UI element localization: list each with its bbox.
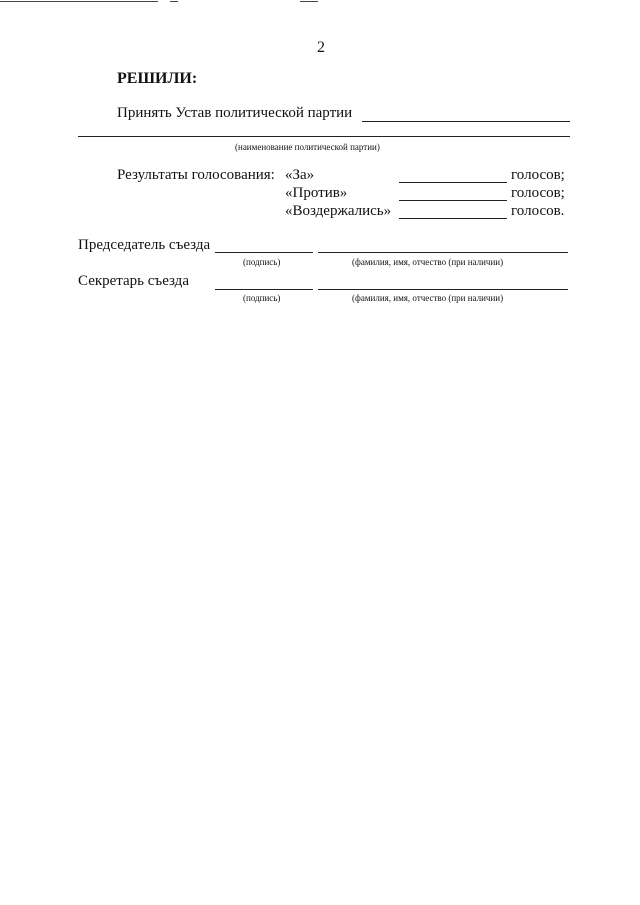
chairman-signature-caption: (подпись) — [243, 257, 281, 267]
vote-option-for: «За» — [285, 167, 315, 183]
voting-label: Результаты голосования: — [117, 167, 275, 183]
decision-heading: РЕШИЛИ: — [117, 70, 198, 87]
adopt-statute-text: Принять Устав политической партии — [117, 105, 353, 121]
vote-suffix-for: голосов; — [511, 167, 565, 183]
vote-count-blank-for — [399, 182, 507, 183]
vote-option-against: «Против» — [285, 185, 348, 201]
scan-artifact-line — [0, 1, 158, 2]
secretary-label: Секретарь съезда — [78, 273, 189, 289]
chairman-name-caption: (фамилия, имя, отчество (при наличии) — [352, 257, 504, 267]
secretary-name-blank — [318, 289, 568, 290]
party-name-blank — [362, 121, 570, 122]
secretary-name-caption: (фамилия, имя, отчество (при наличии) — [352, 293, 504, 303]
scan-artifact-line — [170, 1, 178, 2]
chairman-name-blank — [318, 252, 568, 253]
secretary-signature-blank — [215, 289, 313, 290]
vote-count-blank-abstained — [399, 218, 507, 219]
vote-suffix-against: голосов; — [511, 185, 565, 201]
party-name-caption: (наименование политической партии) — [235, 142, 380, 152]
vote-option-abstained: «Воздержались» — [285, 203, 392, 219]
vote-count-blank-against — [399, 200, 507, 201]
party-name-blank-full — [78, 136, 570, 137]
secretary-signature-caption: (подпись) — [243, 293, 281, 303]
chairman-label: Председатель съезда — [78, 237, 211, 253]
chairman-signature-blank — [215, 252, 313, 253]
page-number: 2 — [317, 39, 325, 56]
scan-artifact-line — [300, 1, 318, 2]
vote-suffix-abstained: голосов. — [511, 203, 565, 219]
